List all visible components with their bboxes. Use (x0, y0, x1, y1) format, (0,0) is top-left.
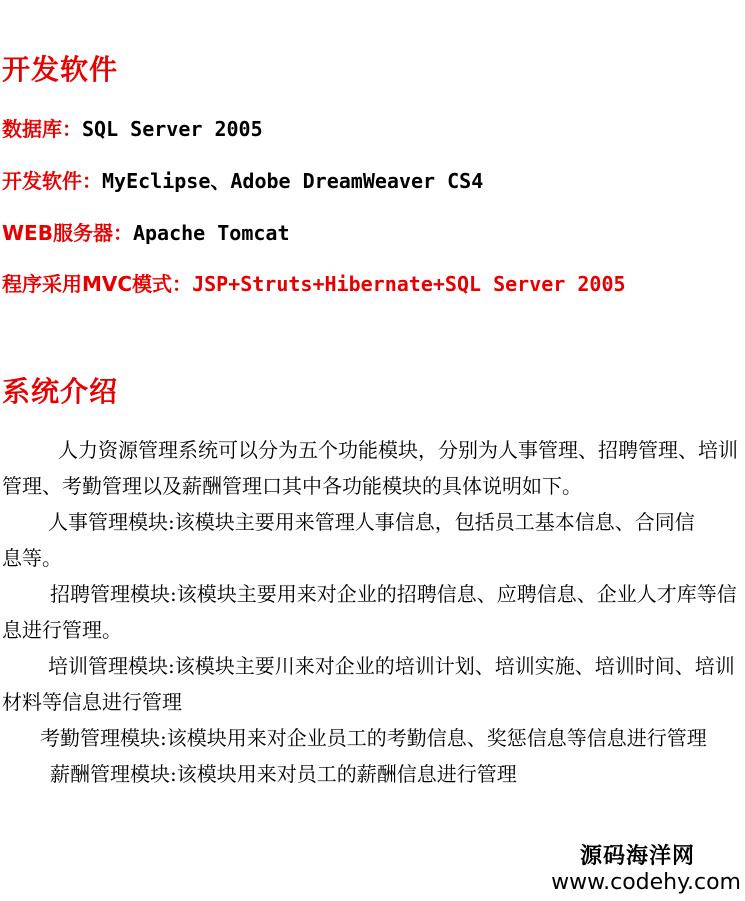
spec-dev-software-label: 开发软件： (2, 169, 102, 193)
intro-body (2, 432, 744, 792)
intro-paragraph-training: 培训管理模块:该模块主要川来对企业的培训计划、培训实施、培训时间、培训材料等信息进行管理 (2, 654, 735, 714)
spec-database-value: SQL Server 2005 (82, 117, 263, 141)
spec-dev-software (2, 171, 483, 191)
intro-heading: 系统介绍 (2, 375, 119, 408)
spec-mvc-pattern (2, 274, 626, 294)
watermark-url: www.codehy.com (551, 870, 741, 895)
spec-dev-software-value: MyEclipse、Adobe DreamWeaver CS4 (102, 169, 484, 193)
spec-database-label: 数据库： (2, 117, 82, 141)
spec-web-server (2, 223, 290, 243)
intro-paragraph-overview: 人力资源管理系统可以分为五个功能模块，分别为人事管理、招聘管理、培训管理、考勤管理以及薪酬管理口其中各功能模块的具体说明如下。 (2, 438, 738, 498)
intro-paragraph-salary: 薪酬管理模块:该模块用来对员工的薪酬信息进行管理 (50, 762, 517, 786)
site-watermark (551, 846, 741, 894)
spec-database (2, 119, 263, 139)
intro-paragraph-personnel: 人事管理模块:该模块主要用来管理人事信息，包括员工基本信息、合同信息等。 (2, 510, 695, 570)
software-heading: 开发软件 (2, 53, 119, 86)
watermark-site-name: 源码海洋网 (579, 844, 695, 869)
spec-web-server-label: WEB服务器： (2, 221, 133, 245)
intro-paragraph-recruitment: 招聘管理模块:该模块主要用来对企业的招聘信息、应聘信息、企业人才库等信息进行管理。 (2, 582, 737, 642)
intro-paragraph-attendance: 考勤管理模块:该模块用来对企业员工的考勤信息、奖惩信息等信息进行管理 (40, 726, 707, 750)
spec-mvc-pattern-label: 程序采用MVC模式： (2, 272, 193, 296)
spec-mvc-pattern-value: JSP+Struts+Hibernate+SQL Server 2005 (192, 272, 626, 296)
spec-web-server-value: Apache Tomcat (132, 221, 290, 245)
